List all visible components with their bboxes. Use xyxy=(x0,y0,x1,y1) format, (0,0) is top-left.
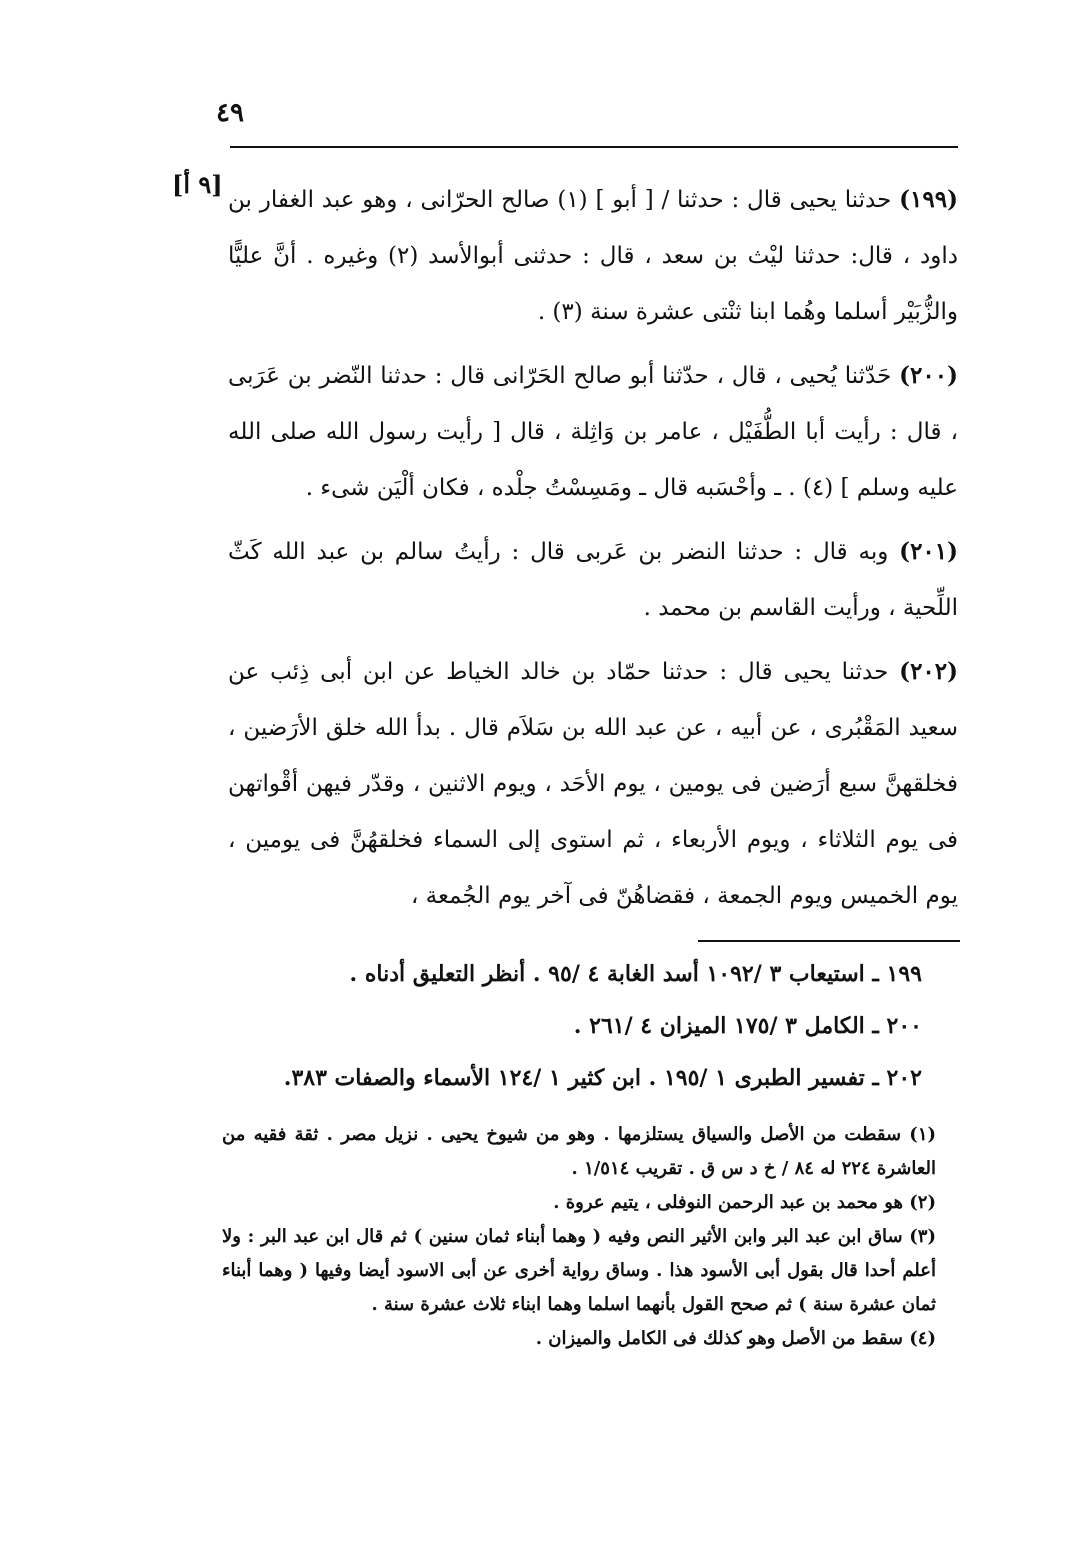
footnote: (٢) هو محمد بن عبد الرحمن النوفلى ، يتيم عروة . xyxy=(553,1192,936,1213)
source-reference: ١٩٩ ـ استيعاب ٣ /١٠٩٢ أسد الغابة ٤ /٩٥ . أنظر التعليق أدناه . xyxy=(349,961,922,987)
header-rule xyxy=(230,146,958,148)
hadith-text: حَدّثنا يُحيى ، قال ، حدّثنا أبو صالح الحَرّانى قال : حدثنا النّضر بن عَرَبى ، قال : رأيت أبا الطُّفَيْل ، عامر بن وَاثِلة ، قال [ رأيت رسول الله صلى الله عليه وسلم ] (٤) . ـ وأحْسَبه قال ـ ومَسِسْتُ جلْده ، فكان ألْيَن شىء . xyxy=(228,363,958,501)
sources-list xyxy=(228,948,958,1104)
hadith-text: حدثنا يحيى قال : حدثنا حمّاد بن خالد الخياط عن ابن أبى ذِئب عن سعيد المَقْبُرى ، عن أبيه ، عن عبد الله بن سَلاَم قال . بدأ الله خلق الأرَضين ، فخلقهنَّ سبع أرَضين فى يومين ، يوم الأحَد ، ويوم الاثنين ، وقدّر فيهن أقْواتهن فى يوم الثلاثاء ، ويوم الأربعاء ، ثم استوى إلى السماء فخلقهُنَّ فى يومين ، يوم الخميس ويوم الجمعة ، فقضاهُنّ فى آخر يوم الجُمعة ، xyxy=(228,659,958,909)
sources-rule xyxy=(698,940,960,942)
footnote: (٤) سقط من الأصل وهو كذلك فى الكامل والميزان . xyxy=(535,1328,936,1349)
source-reference: ٢٠٠ ـ الكامل ٣ /١٧٥ الميزان ٤ /٢٦١ . xyxy=(573,1013,922,1039)
footnote: (١) سقطت من الأصل والسياق يستلزمها . وهو من شيوخ يحيى . نزيل مصر . ثقة فقيه من العاشرة ٢٢٤ له ٨٤ / خ د س ق . تقريب ١/٥١٤ . xyxy=(222,1124,937,1179)
hadith-number: (٢٠٠) xyxy=(899,362,958,389)
hadith-number: (٢٠٢) xyxy=(899,658,959,685)
main-text xyxy=(228,172,958,932)
margin-folio-note: [٩ أ] xyxy=(172,170,223,199)
footnotes xyxy=(222,1118,960,1356)
hadith-text: وبه قال : حدثنا النضر بن عَربى قال : رأيتُ سالم بن عبد الله كَثّ اللِّحية ، ورأيت القاسم بن محمد . xyxy=(228,539,958,621)
hadith-paragraph xyxy=(228,172,958,340)
hadith-paragraph xyxy=(228,644,958,924)
page-number: ٤٩ xyxy=(216,98,244,128)
hadith-paragraph xyxy=(228,524,958,636)
hadith-number: (٢٠١) xyxy=(899,538,959,565)
footnote: (٣) ساق ابن عبد البر وابن الأثير النص وفيه ( وهما أبناء ثمان سنين ) ثم قال ابن عبد البر : ولا أعلم أحدا قال بقول أبى الأسود هذا . وساق رواية أخرى عن أبى الاسود أيضا وفيها ( وهما أبناء ثمان عشرة سنة ) ثم صحح القول بأنهما اسلما وهما ابناء ثلاث عشرة سنة . xyxy=(222,1226,936,1315)
hadith-text: حدثنا يحيى قال : حدثنا / [ أبو ] (١) صالح الحرّانى ، وهو عبد الغفار بن داود ، قال: حدثنا ليْث بن سعد ، قال : حدثنى أبوالأسد (٢) وغيره . أنَّ عليًّا والزُّبَيْر أسلما وهُما ابنا ثنْتى عشرة سنة (٣) . xyxy=(228,187,958,325)
source-reference: ٢٠٢ ـ تفسير الطبرى ١ /١٩٥ . ابن كثير ١ /١٢٤ الأسماء والصفات ٣٨٣. xyxy=(283,1065,922,1091)
hadith-number: (١٩٩) xyxy=(899,186,958,213)
hadith-paragraph xyxy=(228,348,958,516)
